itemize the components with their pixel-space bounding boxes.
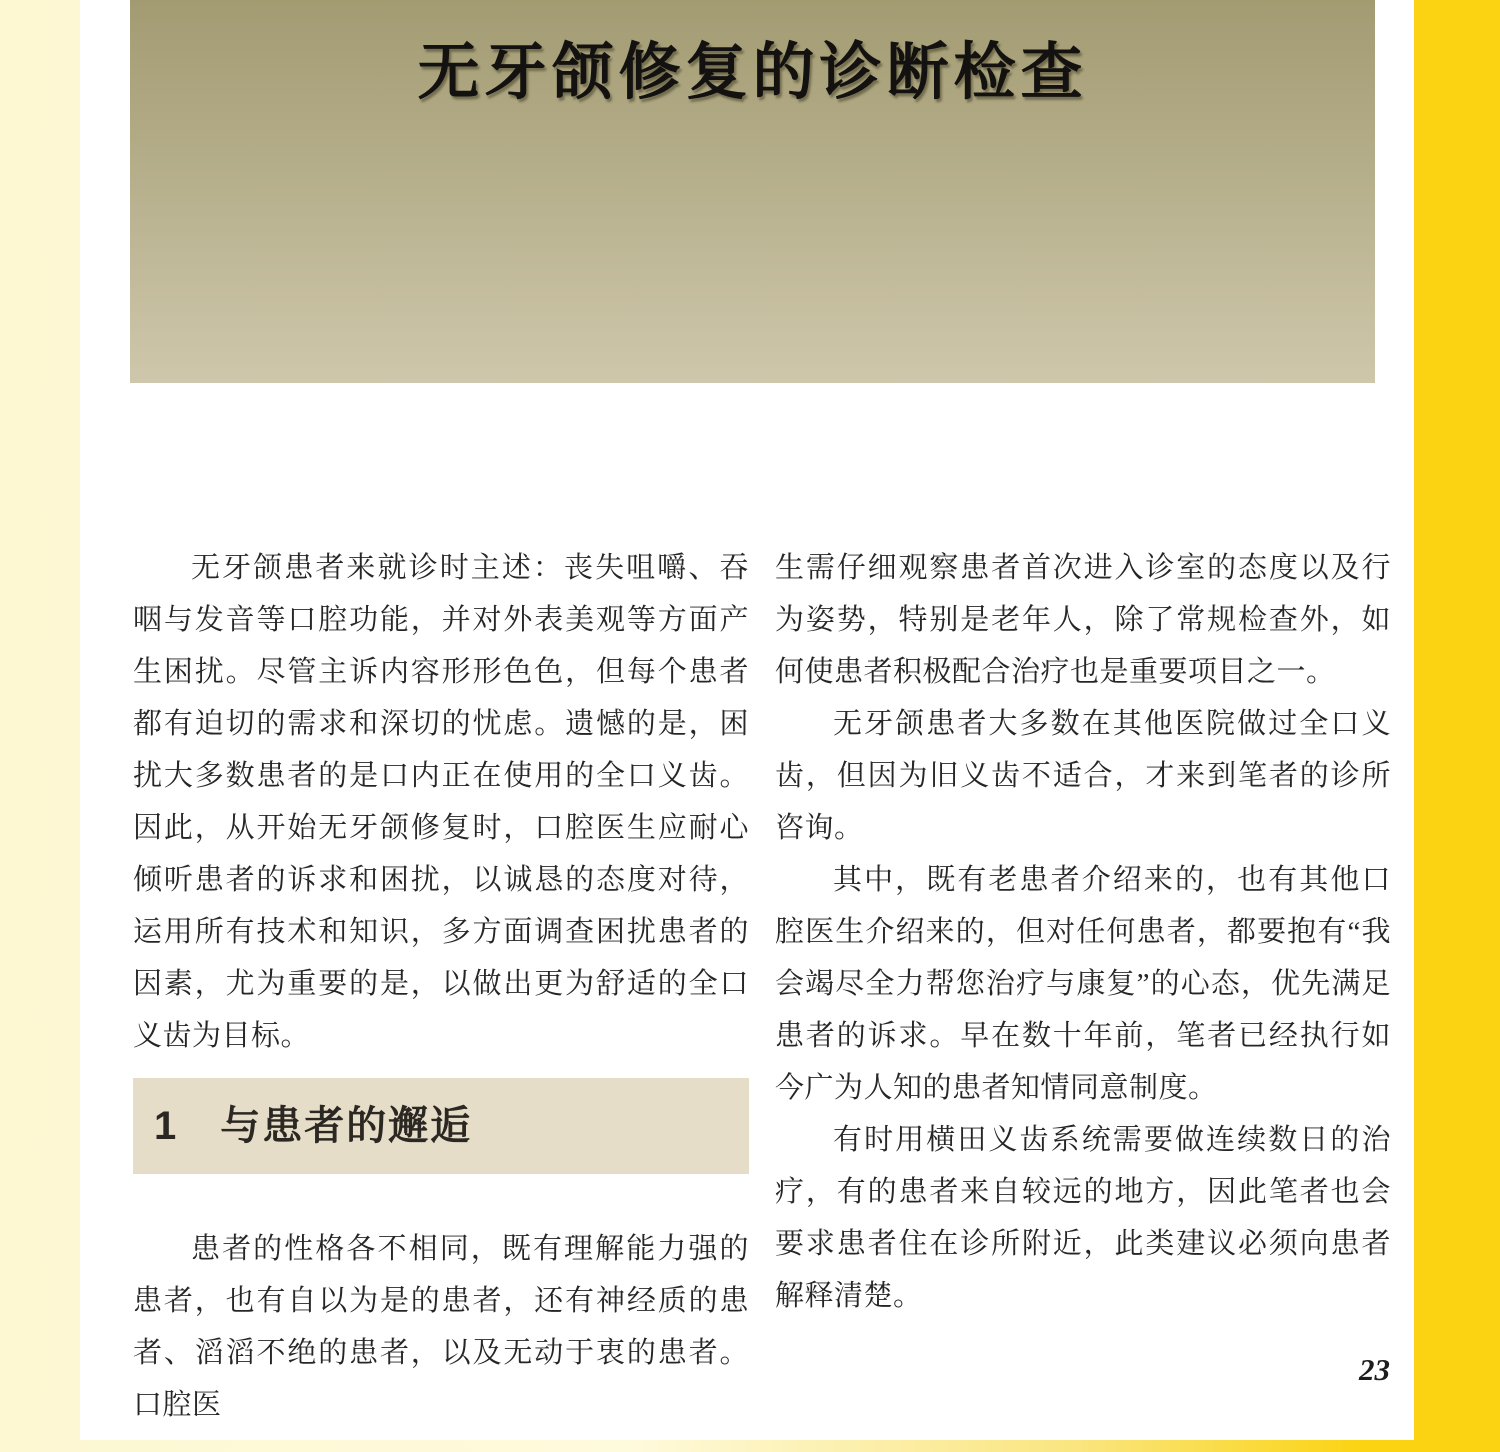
right-paragraph-3: 其中，既有老患者介绍来的，也有其他口腔医生介绍来的，但对任何患者，都要抱有“我会竭尽全力帮您治疗与康复”的心态，优先满足患者的诉求。早在数十年前，笔者已经执行如今广为人知的患者知情同意制度。 bbox=[775, 864, 1391, 1104]
left-paragraph-1: 无牙颌患者来就诊时主述：丧失咀嚼、吞咽与发音等口腔功能，并对外表美观等方面产生困扰。尽管主诉内容形形色色，但每个患者都有迫切的需求和深切的忧虑。遗憾的是，困扰大多数患者的是口内正在使用的全口义齿。因此，从开始无牙颌修复时，口腔医生应耐心倾听患者的诉求和困扰，以诚恳的态度对待，运用所有技术和知识，多方面调查困扰患者的因素，尤为重要的是，以做出更为舒适的全口义齿为目标。 bbox=[133, 552, 749, 1052]
left-paragraph-2: 患者的性格各不相同，既有理解能力强的患者，也有自以为是的患者，还有神经质的患者、滔滔不绝的患者，以及无动于衷的患者。口腔医 bbox=[133, 1233, 749, 1421]
book-page bbox=[80, 0, 1414, 1440]
right-paragraph-1-continuation: 生需仔细观察患者首次进入诊室的态度以及行为姿势，特别是老年人，除了常规检查外，如何使患者积极配合治疗也是重要项目之一。 bbox=[775, 552, 1391, 688]
section-heading bbox=[133, 1078, 749, 1174]
right-paragraph-2: 无牙颌患者大多数在其他医院做过全口义齿，但因为旧义齿不适合，才来到笔者的诊所咨询。 bbox=[775, 708, 1391, 844]
right-column bbox=[775, 542, 1391, 1322]
section-title: 与患者的邂逅 bbox=[220, 1104, 473, 1148]
chapter-title-banner bbox=[130, 0, 1375, 383]
page-number: 23 bbox=[1359, 1352, 1390, 1387]
section-number: 1 bbox=[154, 1104, 179, 1148]
left-column bbox=[133, 542, 749, 1431]
right-paragraph-4: 有时用横田义齿系统需要做连续数日的治疗，有的患者来自较远的地方，因此笔者也会要求患者住在诊所附近，此类建议必须向患者解释清楚。 bbox=[775, 1124, 1391, 1312]
chapter-title: 无牙颌修复的诊断检查 bbox=[417, 38, 1088, 107]
